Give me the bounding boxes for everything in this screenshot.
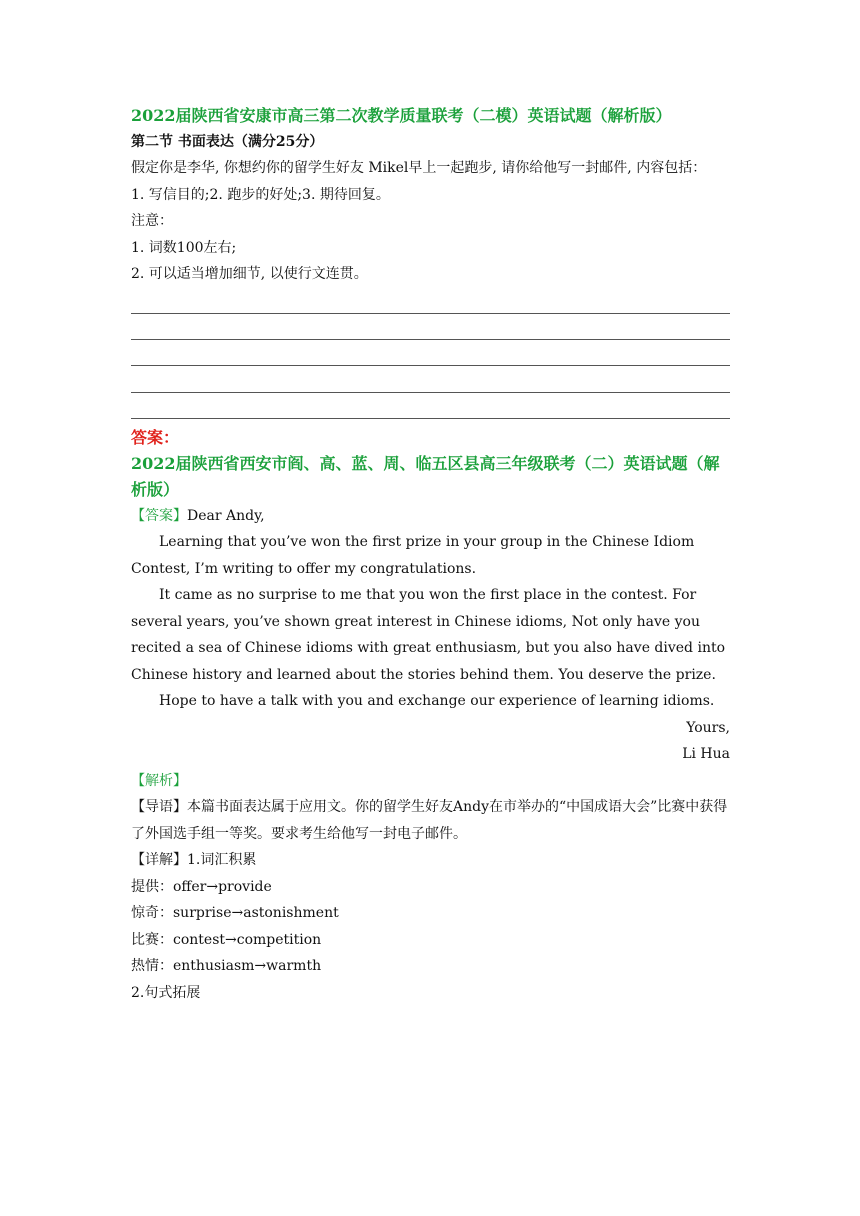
letter-paragraph: Hope to have a talk with you and exchange our experience of learning idioms. (159, 693, 715, 710)
exam-title: 2022届陕西省安康市高三第二次教学质量联考（二模）英语试题（解析版） (131, 106, 672, 125)
vocab-item: 比赛：contest→competition (131, 931, 322, 948)
answer-label: 答案： (131, 427, 180, 447)
notes-label: 注意： (131, 213, 173, 229)
subsection-heading: 2.句式拓展 (131, 984, 201, 1001)
task-requirements: 1. 写信目的;2. 跑步的好处;3. 期待回复。 (131, 186, 390, 203)
vocab-item: 热情：enthusiasm→warmth (131, 958, 322, 975)
answer-salutation-line (131, 503, 730, 530)
letter-closing: Yours, (686, 719, 730, 736)
letter-paragraph: It came as no surprise to me that you won the first place in the contest. For several years, you’ve shown great interest in Chinese idioms, Not only have you recited a sea of Chinese idioms with great enthusiasm, but you also have dived into Chinese history and learned about the stories behind them. You deserve the prize. (131, 587, 726, 683)
writing-line (131, 288, 730, 314)
letter-paragraph: Learning that you’ve won the first prize in your group in the Chinese Idiom Contest, I’m writing to offer my congratulations. (131, 534, 695, 577)
document-body (131, 103, 730, 1006)
task-prompt: 假定你是李华, 你想约你的留学生好友 Mikel早上一起跑步, 请你给他写一封邮件, 内容包括： (131, 160, 707, 176)
vocab-item: 惊奇：surprise→astonishment (131, 905, 339, 922)
writing-line (131, 393, 730, 419)
salutation: Dear Andy, (187, 507, 265, 524)
analysis-tag: 【解析】 (131, 772, 187, 789)
letter-signature: Li Hua (682, 746, 730, 763)
answer-lines (131, 288, 730, 419)
exam-title-2: 2022届陕西省西安市阎、高、蓝、周、临五区县高三年级联考（二）英语试题（解析版） (131, 453, 720, 499)
note-item: 2. 可以适当增加细节, 以使行文连贯。 (131, 266, 368, 282)
vocab-item: 提供：offer→provide (131, 878, 272, 895)
detail-heading: 【详解】1.词汇积累 (131, 852, 257, 869)
writing-line (131, 314, 730, 340)
guide-paragraph: 【导语】本篇书面表达属于应用文。你的留学生好友Andy在市举办的“中国成语大会”比赛中获得了外国选手组一等奖。要求考生给他写一封电子邮件。 (131, 799, 728, 842)
writing-line (131, 366, 730, 392)
note-item: 1. 词数100左右; (131, 239, 237, 256)
writing-line (131, 340, 730, 366)
answer-tag: 【答案】 (131, 507, 187, 524)
section-heading: 第二节 书面表达（满分25分） (131, 134, 324, 150)
